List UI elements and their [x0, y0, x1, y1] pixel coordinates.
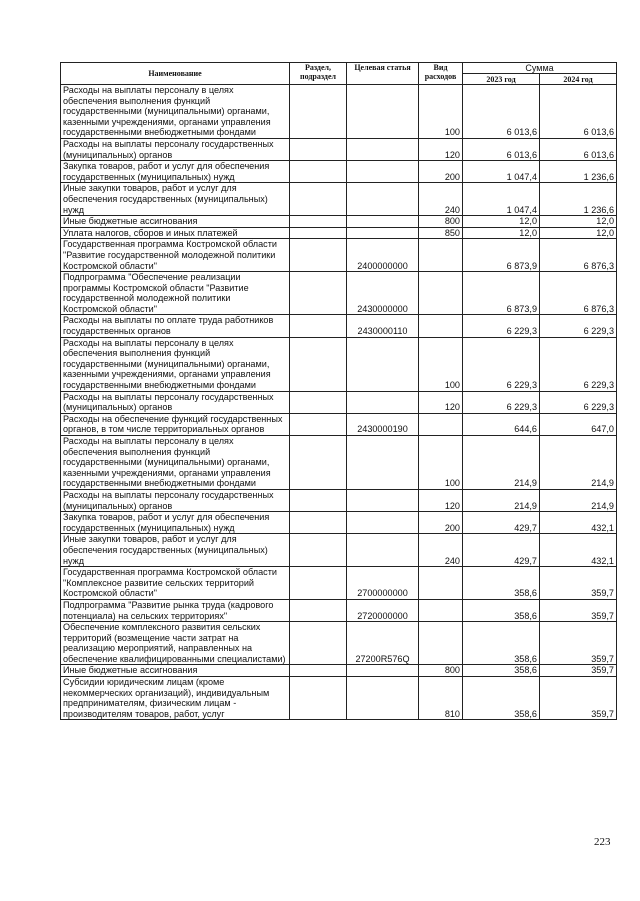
row-name: Обеспечение комплексного развития сельских территорий (возмещение части затрат на реализацию мероприятий, направленных на обеспечение квалифицированными специалистами): [61, 622, 290, 665]
row-expense-type: 120: [419, 138, 463, 160]
table-row: [61, 567, 617, 600]
row-name: Расходы на выплаты персоналу государственных (муниципальных) органов: [61, 391, 290, 413]
row-sum-2023: 6 229,3: [463, 315, 540, 337]
row-sum-2023: 358,6: [463, 677, 540, 720]
row-sum-2024: 1 236,6: [540, 161, 617, 183]
row-expense-type: [419, 239, 463, 272]
header-sum: Сумма: [463, 63, 617, 74]
row-target: [347, 665, 419, 677]
row-section: [290, 161, 347, 183]
row-sum-2023: 1 047,4: [463, 183, 540, 216]
table-row: [61, 622, 617, 665]
row-name: Подпрограмма "Развитие рынка труда (кадрового потенциала) на сельских территориях": [61, 599, 290, 621]
row-target: [347, 138, 419, 160]
row-expense-type: 850: [419, 227, 463, 239]
table-row: [61, 489, 617, 511]
row-sum-2023: 12,0: [463, 227, 540, 239]
row-sum-2023: 429,7: [463, 512, 540, 534]
row-sum-2023: 6 229,3: [463, 337, 540, 391]
header-name: Наименование: [61, 63, 290, 85]
row-target: [347, 183, 419, 216]
row-section: [290, 622, 347, 665]
table-row: [61, 85, 617, 139]
row-name: Иные закупки товаров, работ и услуг для обеспечения государственных (муниципальных) нужд: [61, 534, 290, 567]
row-sum-2024: 359,7: [540, 665, 617, 677]
row-name: Закупка товаров, работ и услуг для обеспечения государственных (муниципальных) нужд: [61, 512, 290, 534]
row-section: [290, 138, 347, 160]
row-name: Субсидии юридическим лицам (кроме некоммерческих организаций), индивидуальным предпринимателям, физическим лицам - производителям товаров, работ, услуг: [61, 677, 290, 720]
budget-table: [60, 62, 617, 720]
header-year-2024: 2024 год: [540, 74, 617, 85]
row-section: [290, 315, 347, 337]
row-name: Уплата налогов, сборов и иных платежей: [61, 227, 290, 239]
row-section: [290, 272, 347, 315]
row-sum-2024: 6 229,3: [540, 391, 617, 413]
row-section: [290, 534, 347, 567]
row-name: Подпрограмма "Обеспечение реализации программы Костромской области "Развитие государственной молодежной политики Костромской области": [61, 272, 290, 315]
row-sum-2024: 12,0: [540, 216, 617, 228]
row-name: Государственная программа Костромской области "Комплексное развитие сельских территорий Костромской области": [61, 567, 290, 600]
row-section: [290, 85, 347, 139]
row-name: Расходы на выплаты по оплате труда работников государственных органов: [61, 315, 290, 337]
row-expense-type: 200: [419, 161, 463, 183]
row-section: [290, 239, 347, 272]
row-expense-type: [419, 413, 463, 435]
row-expense-type: 800: [419, 216, 463, 228]
table-row: [61, 599, 617, 621]
row-expense-type: 100: [419, 436, 463, 490]
row-sum-2024: 214,9: [540, 489, 617, 511]
row-section: [290, 337, 347, 391]
header-expense-type: Вид расходов: [419, 63, 463, 85]
row-sum-2023: 429,7: [463, 534, 540, 567]
row-sum-2023: 12,0: [463, 216, 540, 228]
row-sum-2024: 6 013,6: [540, 85, 617, 139]
row-expense-type: 240: [419, 534, 463, 567]
row-name: Расходы на обеспечение функций государственных органов, в том числе территориальных органов: [61, 413, 290, 435]
row-section: [290, 413, 347, 435]
row-expense-type: 810: [419, 677, 463, 720]
table-row: [61, 183, 617, 216]
row-target: [347, 512, 419, 534]
table-row: [61, 161, 617, 183]
row-expense-type: 240: [419, 183, 463, 216]
table-body: [61, 85, 617, 720]
row-sum-2024: 432,1: [540, 534, 617, 567]
table-row: [61, 216, 617, 228]
row-expense-type: 800: [419, 665, 463, 677]
row-expense-type: [419, 567, 463, 600]
row-name: Расходы на выплаты персоналу в целях обеспечения выполнения функций государственными (муниципальными) органами, казенными учреждениями, органами управления государственными внебюджетными фондами: [61, 436, 290, 490]
table-row: [61, 272, 617, 315]
row-name: Расходы на выплаты персоналу в целях обеспечения выполнения функций государственными (муниципальными) органами, казенными учреждениями, органами управления государственными внебюджетными фондами: [61, 85, 290, 139]
row-sum-2023: 358,6: [463, 567, 540, 600]
row-section: [290, 216, 347, 228]
page-number: 223: [594, 836, 611, 848]
row-target: 2400000000: [347, 239, 419, 272]
row-sum-2024: 214,9: [540, 436, 617, 490]
row-section: [290, 677, 347, 720]
row-target: 2430000110: [347, 315, 419, 337]
row-sum-2023: 6 873,9: [463, 239, 540, 272]
row-sum-2024: 6 229,3: [540, 337, 617, 391]
row-expense-type: [419, 622, 463, 665]
row-section: [290, 227, 347, 239]
row-target: 2720000000: [347, 599, 419, 621]
table-row: [61, 315, 617, 337]
row-target: [347, 161, 419, 183]
row-sum-2024: 6 229,3: [540, 315, 617, 337]
row-name: Расходы на выплаты персоналу государственных (муниципальных) органов: [61, 489, 290, 511]
row-sum-2024: 359,7: [540, 677, 617, 720]
row-section: [290, 183, 347, 216]
row-target: [347, 216, 419, 228]
row-sum-2023: 6 013,6: [463, 138, 540, 160]
row-sum-2023: 214,9: [463, 489, 540, 511]
row-sum-2024: 359,7: [540, 567, 617, 600]
row-section: [290, 599, 347, 621]
row-expense-type: [419, 272, 463, 315]
row-sum-2023: 6 013,6: [463, 85, 540, 139]
table-row: [61, 677, 617, 720]
row-expense-type: [419, 315, 463, 337]
table-row: [61, 138, 617, 160]
table-row: [61, 665, 617, 677]
row-sum-2023: 214,9: [463, 436, 540, 490]
row-section: [290, 567, 347, 600]
row-target: [347, 489, 419, 511]
row-name: Расходы на выплаты персоналу в целях обеспечения выполнения функций государственными (муниципальными) органами, казенными учреждениями, органами управления государственными внебюджетными фондами: [61, 337, 290, 391]
row-target: 2700000000: [347, 567, 419, 600]
row-target: 2430000000: [347, 272, 419, 315]
row-expense-type: 100: [419, 337, 463, 391]
row-sum-2024: 6 876,3: [540, 272, 617, 315]
row-expense-type: 120: [419, 391, 463, 413]
row-name: Иные бюджетные ассигнования: [61, 665, 290, 677]
row-target: [347, 391, 419, 413]
row-sum-2023: 1 047,4: [463, 161, 540, 183]
row-name: Закупка товаров, работ и услуг для обеспечения государственных (муниципальных) нужд: [61, 161, 290, 183]
budget-table-page: [60, 62, 616, 720]
row-sum-2023: 358,6: [463, 622, 540, 665]
row-section: [290, 665, 347, 677]
row-target: [347, 85, 419, 139]
row-name: Государственная программа Костромской области "Развитие государственной молодежной политики Костромской области": [61, 239, 290, 272]
row-name: Иные закупки товаров, работ и услуг для обеспечения государственных (муниципальных) нужд: [61, 183, 290, 216]
row-expense-type: 100: [419, 85, 463, 139]
row-sum-2024: 432,1: [540, 512, 617, 534]
row-target: 27200R576Q: [347, 622, 419, 665]
row-expense-type: 120: [419, 489, 463, 511]
table-row: [61, 413, 617, 435]
row-sum-2024: 6 876,3: [540, 239, 617, 272]
header-year-2023: 2023 год: [463, 74, 540, 85]
row-name: Расходы на выплаты персоналу государственных (муниципальных) органов: [61, 138, 290, 160]
table-row: [61, 391, 617, 413]
row-sum-2023: 644,6: [463, 413, 540, 435]
row-target: [347, 227, 419, 239]
row-section: [290, 512, 347, 534]
table-row: [61, 239, 617, 272]
row-sum-2023: 6 873,9: [463, 272, 540, 315]
row-sum-2024: 359,7: [540, 622, 617, 665]
row-sum-2024: 1 236,6: [540, 183, 617, 216]
row-section: [290, 489, 347, 511]
row-sum-2024: 6 013,6: [540, 138, 617, 160]
table-row: [61, 534, 617, 567]
row-sum-2023: 358,6: [463, 665, 540, 677]
row-target: 2430000190: [347, 413, 419, 435]
header-section: Раздел, подраздел: [290, 63, 347, 85]
row-target: [347, 436, 419, 490]
header-target: Целевая статья: [347, 63, 419, 85]
row-section: [290, 436, 347, 490]
row-section: [290, 391, 347, 413]
row-target: [347, 534, 419, 567]
row-sum-2024: 359,7: [540, 599, 617, 621]
row-sum-2023: 6 229,3: [463, 391, 540, 413]
row-sum-2023: 358,6: [463, 599, 540, 621]
row-name: Иные бюджетные ассигнования: [61, 216, 290, 228]
table-row: [61, 337, 617, 391]
row-expense-type: [419, 599, 463, 621]
row-sum-2024: 12,0: [540, 227, 617, 239]
row-target: [347, 677, 419, 720]
table-row: [61, 227, 617, 239]
row-sum-2024: 647,0: [540, 413, 617, 435]
row-expense-type: 200: [419, 512, 463, 534]
table-row: [61, 436, 617, 490]
row-target: [347, 337, 419, 391]
table-row: [61, 512, 617, 534]
